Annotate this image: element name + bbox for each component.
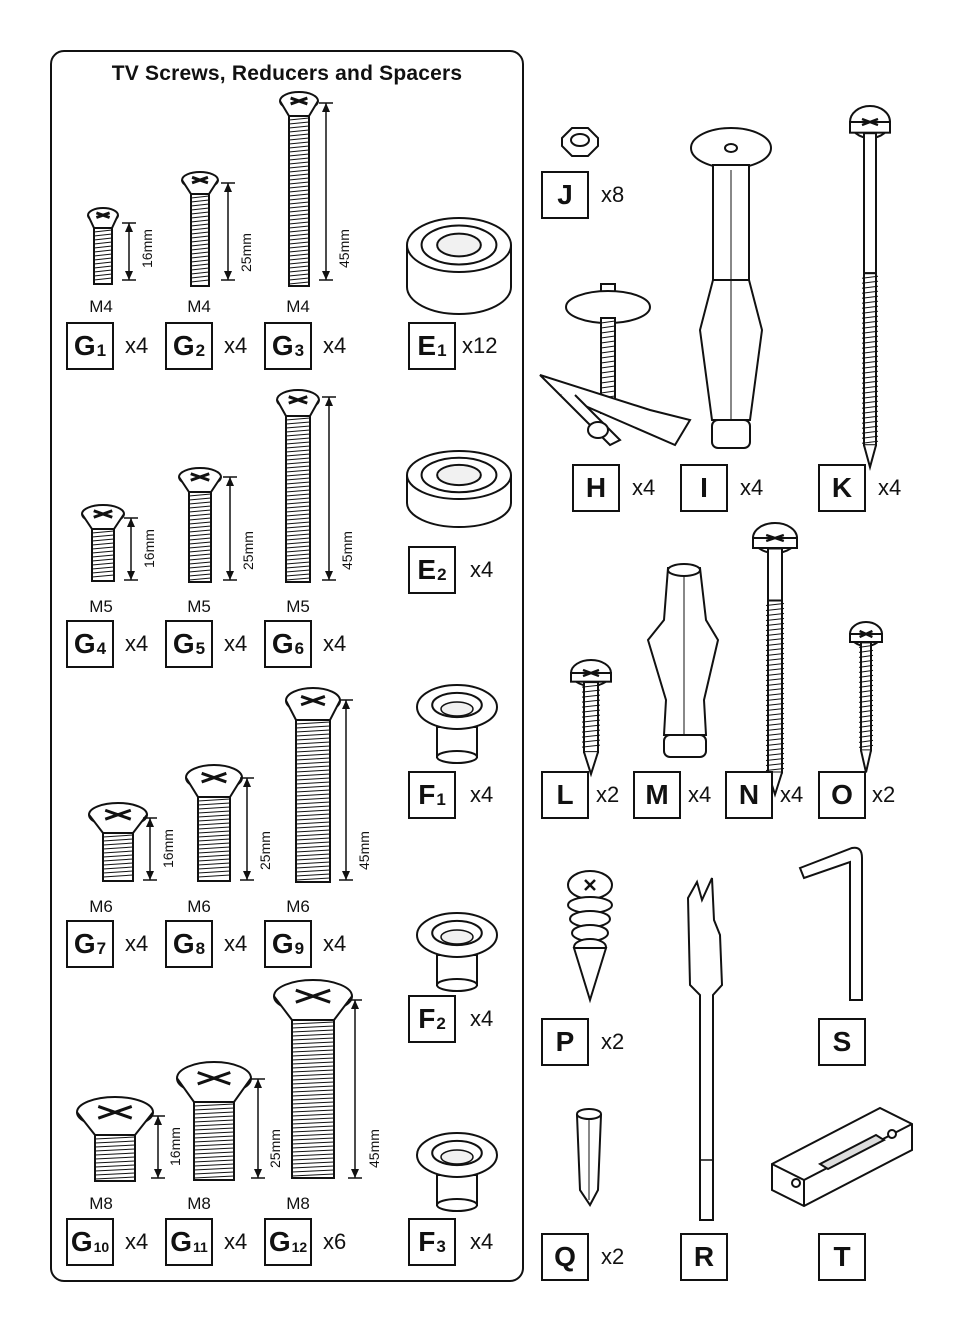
label-s: S (818, 1018, 866, 1066)
size-g9: M6 (286, 897, 310, 916)
spacer-e2 (407, 451, 511, 527)
hex-nut-j (562, 128, 598, 156)
qty-q: x2 (601, 1244, 625, 1269)
qty-i: x4 (740, 475, 764, 500)
reducer-f1 (417, 685, 497, 763)
dim-g12: 45mm (366, 1129, 382, 1168)
label-g4: G $_4$ (66, 620, 114, 668)
qty-g3: x4 (323, 333, 347, 358)
qty-g4: x4 (125, 631, 149, 656)
screw-g10 (77, 1097, 153, 1181)
qty-g6: x4 (323, 631, 347, 656)
qty-j: x8 (601, 182, 625, 207)
label-g7: G $_7$ (66, 920, 114, 968)
screw-g4 (82, 505, 124, 581)
qty-g12: x6 (323, 1229, 347, 1254)
qty-g10: x4 (125, 1229, 149, 1254)
dim-g5: 25mm (240, 531, 256, 570)
lag-screw-k (850, 106, 890, 467)
qty-k: x4 (878, 475, 902, 500)
label-g12: G $_{12}$ (264, 1218, 312, 1266)
reducer-f2 (417, 913, 497, 991)
qty-g2: x4 (224, 333, 248, 358)
label-g3: G $_3$ (264, 322, 312, 370)
label-e2: E $_2$ (408, 546, 456, 594)
screw-g6 (277, 390, 319, 582)
plastic-plug-q (577, 1109, 601, 1205)
size-g6: M5 (286, 597, 310, 616)
hex-key-s (800, 848, 862, 1000)
label-q: Q (541, 1233, 589, 1281)
label-g11: G $_{11}$ (165, 1218, 213, 1266)
dim-g9: 45mm (356, 831, 372, 870)
label-g8: G $_8$ (165, 920, 213, 968)
size-g3: M4 (286, 297, 310, 316)
qty-f1: x4 (470, 782, 494, 807)
hollow-wall-anchor-m (648, 564, 718, 757)
label-l: L (541, 771, 589, 819)
label-f2: F $_2$ (408, 995, 456, 1043)
label-g2: G $_2$ (165, 322, 213, 370)
label-g9: G $_9$ (264, 920, 312, 968)
label-p: P (541, 1018, 589, 1066)
qty-e1: x12 (462, 333, 498, 358)
qty-e2: x4 (470, 557, 494, 582)
size-g12: M8 (286, 1194, 310, 1213)
qty-g1: x4 (125, 333, 149, 358)
qty-g11: x4 (224, 1229, 248, 1254)
dim-g10: 16mm (167, 1127, 183, 1166)
screw-g3 (280, 92, 318, 286)
label-f1: F $_1$ (408, 771, 456, 819)
label-g5: G $_5$ (165, 620, 213, 668)
label-o: O (818, 771, 866, 819)
label-h: H (572, 464, 620, 512)
screw-o (850, 622, 882, 772)
qty-m: x4 (688, 782, 712, 807)
size-g7: M6 (89, 897, 113, 916)
dimension-arrow-g1 (122, 223, 136, 280)
qty-f2: x4 (470, 1006, 494, 1031)
dim-g11: 25mm (267, 1129, 283, 1168)
dim-g1: 16mm (139, 229, 155, 268)
dimension-arrow-g10 (151, 1116, 165, 1178)
qty-h: x4 (632, 475, 656, 500)
dimension-arrow-g6 (322, 397, 336, 580)
hollow-wall-anchor-i (691, 128, 771, 448)
screw-g8 (186, 765, 242, 881)
dimension-arrow-g7 (143, 818, 157, 880)
label-m: M (633, 771, 681, 819)
lag-screw-n (753, 523, 797, 795)
label-g10: G $_{10}$ (66, 1218, 114, 1266)
label-f3: F $_3$ (408, 1218, 456, 1266)
label-j: J (541, 171, 589, 219)
label-e1: E $_1$ (408, 322, 456, 370)
screw-g2 (182, 172, 218, 286)
spade-drill-bit-r (688, 878, 722, 1220)
dimension-arrow-g5 (223, 477, 237, 580)
dimension-arrow-g4 (124, 518, 138, 580)
label-g6: G $_6$ (264, 620, 312, 668)
size-g1: M4 (89, 297, 113, 316)
size-g2: M4 (187, 297, 211, 316)
dim-g8: 25mm (257, 831, 273, 870)
dimension-arrow-g11 (251, 1079, 265, 1178)
label-g1: G $_1$ (66, 322, 114, 370)
qty-o: x2 (872, 782, 896, 807)
reducer-f3 (417, 1133, 497, 1211)
qty-g5: x4 (224, 631, 248, 656)
label-i: I (680, 464, 728, 512)
bubble-level-t (772, 1108, 912, 1206)
label-n: N (725, 771, 773, 819)
label-r: R (680, 1233, 728, 1281)
label-k: K (818, 464, 866, 512)
spacer-e1 (407, 218, 511, 314)
label-t: T (818, 1233, 866, 1281)
screw-g11 (177, 1062, 251, 1180)
dim-g7: 16mm (160, 829, 176, 868)
size-g4: M5 (89, 597, 113, 616)
screw-g12 (274, 980, 352, 1178)
dim-g6: 45mm (339, 531, 355, 570)
dim-g2: 25mm (238, 233, 254, 272)
size-g8: M6 (187, 897, 211, 916)
screw-l (571, 660, 611, 774)
size-g5: M5 (187, 597, 211, 616)
qty-l: x2 (596, 782, 620, 807)
dimension-arrow-g8 (240, 778, 254, 880)
dimension-arrow-g9 (339, 700, 353, 880)
dimension-arrow-g2 (221, 183, 235, 280)
dim-g3: 45mm (336, 229, 352, 268)
screw-g9 (286, 688, 340, 882)
dimension-arrow-g12 (348, 1000, 362, 1178)
screw-g7 (89, 803, 147, 881)
qty-g9: x4 (323, 931, 347, 956)
toggle-bolt-h (540, 284, 690, 445)
qty-n: x4 (780, 782, 804, 807)
size-g11: M8 (187, 1194, 211, 1213)
dim-g4: 16mm (141, 529, 157, 568)
size-g10: M8 (89, 1194, 113, 1213)
drywall-anchor-p (568, 871, 612, 1000)
qty-p: x2 (601, 1029, 625, 1054)
qty-f3: x4 (470, 1229, 494, 1254)
dimension-arrow-g3 (319, 103, 333, 280)
qty-g7: x4 (125, 931, 149, 956)
screw-g5 (179, 468, 221, 582)
screw-g1 (88, 208, 118, 284)
panel-title: TV Screws, Reducers and Spacers (111, 62, 463, 85)
qty-g8: x4 (224, 931, 248, 956)
